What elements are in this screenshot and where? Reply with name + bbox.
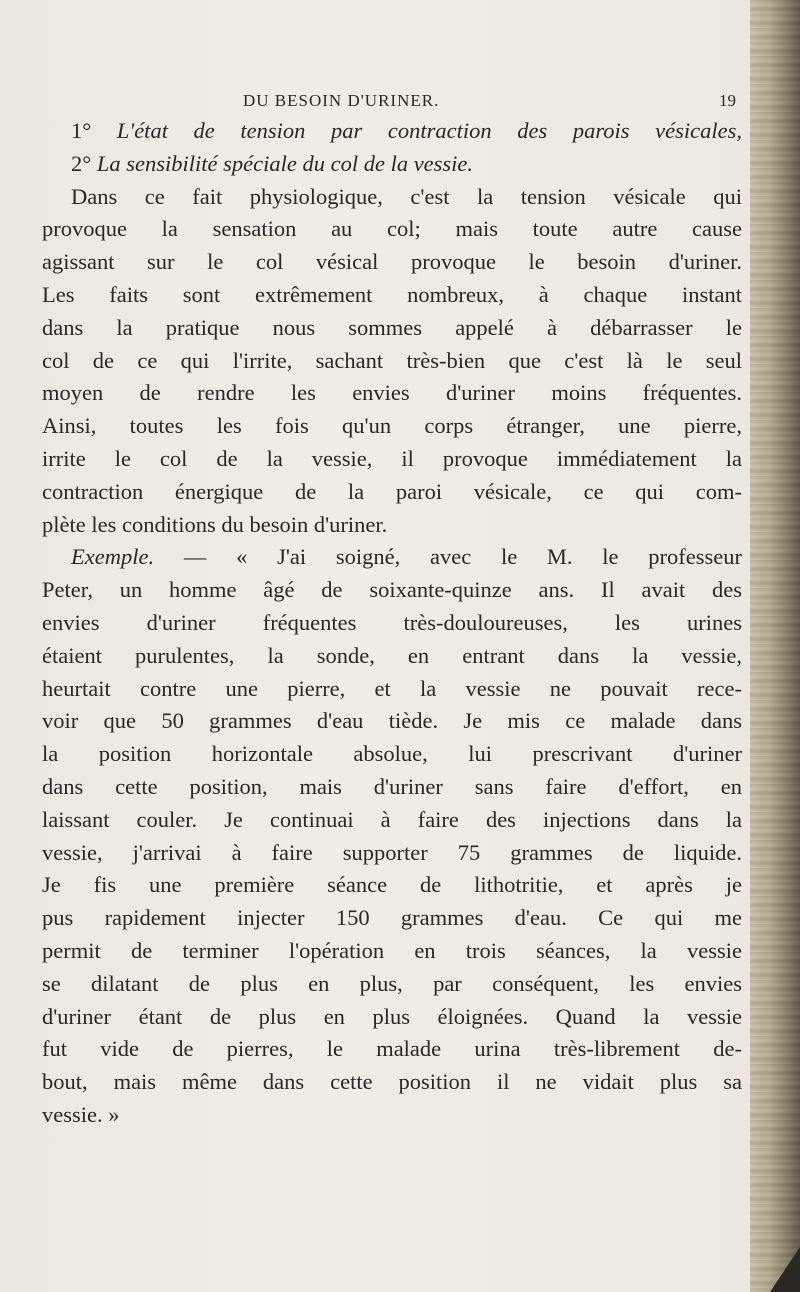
running-title: DU BESOIN D'URINER. <box>243 91 440 110</box>
text-line <box>42 968 742 1001</box>
text-run: Dans ce fait physiologique, c'est la tension vésicale qui <box>71 183 742 209</box>
text-run: bout, mais même dans cette position il ne vidait plus sa <box>42 1069 742 1095</box>
text-run: moyen de rendre les envies d'uriner moins fréquentes. <box>42 380 742 406</box>
text-run: dans la pratique nous sommes appelé à débarrasser le <box>42 314 742 340</box>
text-line <box>42 1099 742 1132</box>
text-run: vessie, j'arrivai à faire supporter 75 grammes de liquide. <box>42 839 742 865</box>
text-line <box>42 541 742 574</box>
text-run: envies d'uriner fréquentes très-douloureuses, les urines <box>42 609 742 635</box>
text-run: permit de terminer l'opération en trois séances, la vessie <box>42 937 742 963</box>
text-run: Les faits sont extrêmement nombreux, à chaque instant <box>42 281 742 307</box>
text-run: la position horizontale absolue, lui prescrivant d'uriner <box>42 741 742 767</box>
text-line <box>42 705 742 738</box>
text-line <box>42 869 742 902</box>
text-run: fut vide de pierres, le malade urina très-librement de- <box>42 1036 742 1062</box>
text-line <box>42 148 742 181</box>
text-run: — « J'ai soigné, avec le M. le professeur <box>154 544 742 570</box>
text-line <box>42 213 742 246</box>
text-run: laissant couler. Je continuai à faire des injections dans la <box>42 806 742 832</box>
page-corner-shadow <box>770 1247 800 1292</box>
text-line <box>42 181 742 214</box>
italic-text: Exemple. <box>71 544 155 570</box>
italic-text: La sensibilité spéciale du col de la vessie. <box>96 150 474 176</box>
text-line <box>42 935 742 968</box>
text-line <box>42 476 742 509</box>
text-line <box>42 771 742 804</box>
text-line <box>42 804 742 837</box>
text-run: plète les conditions du besoin d'uriner. <box>42 511 388 537</box>
text-line <box>42 509 742 542</box>
text-line <box>42 377 742 410</box>
text-run: dans cette position, mais d'uriner sans faire d'effort, en <box>42 773 742 799</box>
text-run: heurtait contre une pierre, et la vessie ne pouvait rece- <box>42 675 742 701</box>
text-run: 1° <box>71 118 117 143</box>
text-run: voir que 50 grammes d'eau tiède. Je mis ce malade dans <box>42 708 742 734</box>
text-run: provoque la sensation au col; mais toute autre cause <box>42 216 742 242</box>
page-edge <box>750 0 800 1292</box>
text-run: Je fis une première séance de lithotritie, et après je <box>42 872 742 898</box>
text-line <box>42 345 742 378</box>
text-run: 2° <box>71 150 97 176</box>
text-line <box>42 902 742 935</box>
text-line <box>42 1001 742 1034</box>
text-line <box>42 1066 742 1099</box>
text-line <box>42 607 742 640</box>
text-line <box>42 574 742 607</box>
body-text <box>42 115 742 1132</box>
text-run: agissant sur le col vésical provoque le besoin d'uriner. <box>42 249 742 275</box>
page-number: 19 <box>719 91 736 110</box>
text-run: Peter, un homme âgé de soixante-quinze ans. Il avait des <box>42 577 742 603</box>
text-line <box>42 837 742 870</box>
text-run: contraction énergique de la paroi vésicale, ce qui com- <box>42 478 742 504</box>
text-line <box>42 443 742 476</box>
text-run: d'uriner étant de plus en plus éloignées. Quand la vessie <box>42 1003 742 1029</box>
text-run: étaient purulentes, la sonde, en entrant dans la vessie, <box>42 642 742 668</box>
text-line <box>42 115 742 148</box>
text-run: vessie. » <box>42 1101 120 1127</box>
text-run: Ainsi, toutes les fois qu'un corps étranger, une pierre, <box>42 413 742 439</box>
text-line <box>42 279 742 312</box>
text-line <box>42 246 742 279</box>
text-line <box>42 673 742 706</box>
text-line <box>42 640 742 673</box>
page-header <box>243 91 736 115</box>
text-run: irrite le col de la vessie, il provoque immédiatement la <box>42 445 742 471</box>
text-line <box>42 312 742 345</box>
text-line <box>42 410 742 443</box>
text-line <box>42 1033 742 1066</box>
italic-text: L'état de tension par contraction des parois vésicales, <box>116 118 743 143</box>
text-line <box>42 738 742 771</box>
text-run: se dilatant de plus en plus, par conséquent, les envies <box>42 970 742 996</box>
text-run: pus rapidement injecter 150 grammes d'eau. Ce qui me <box>42 905 742 931</box>
text-run: col de ce qui l'irrite, sachant très-bien que c'est là le seul <box>42 347 742 373</box>
